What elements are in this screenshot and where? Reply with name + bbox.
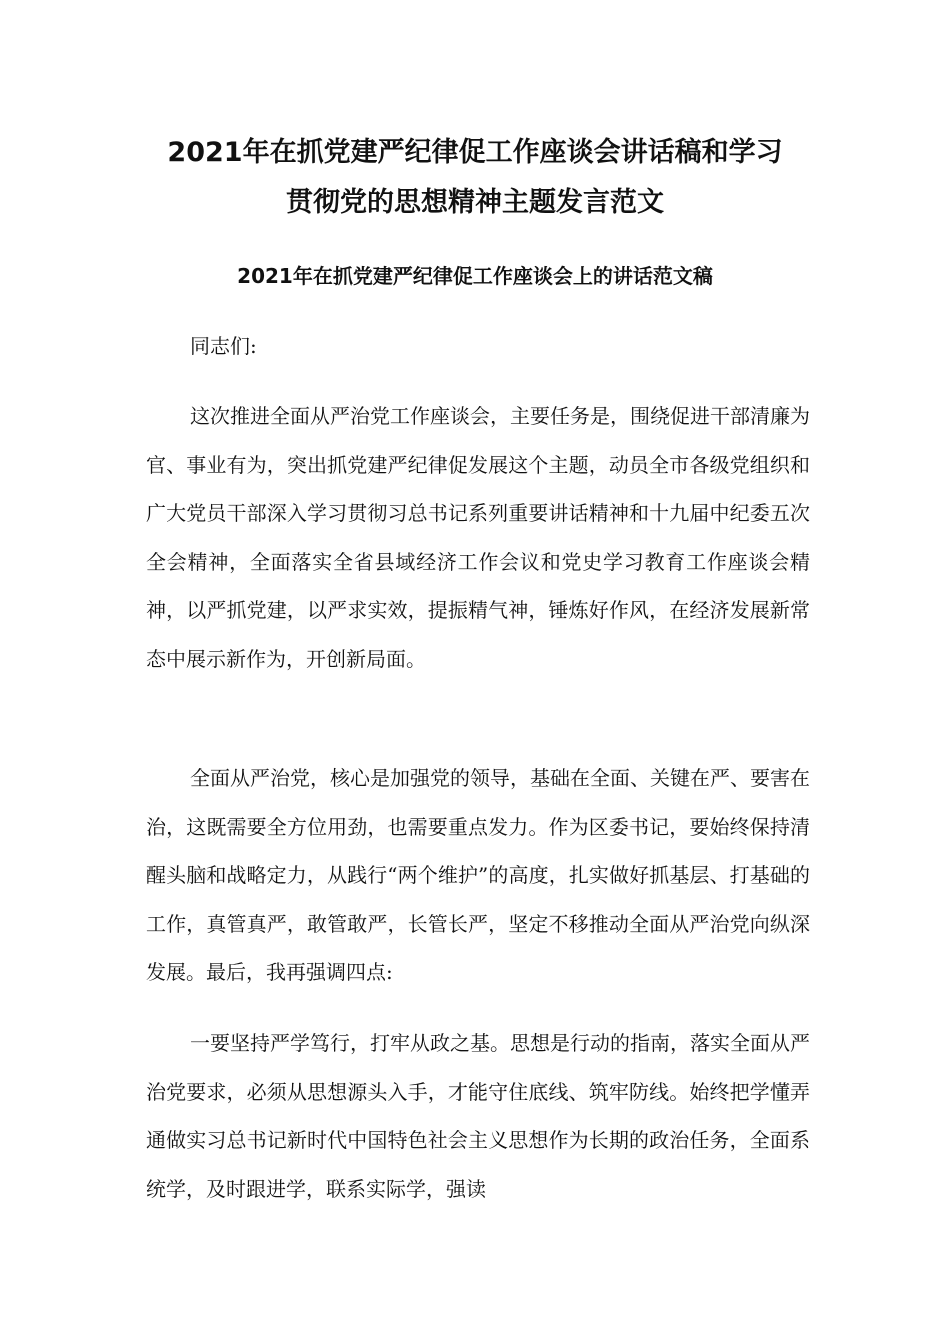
title-line-2: 贯彻党的思想精神主题发言范文 [286,187,664,218]
paragraph-2: 全面从严治党，核心是加强党的领导，基础在全面、关键在严、要害在治，这既需要全方位用劲，也需要重点发力。作为区委书记，要始终保持清醒头脑和战略定力，从践行“两个维护”的高度，扎实做好抓基层、打基础的工作，真管真严，敢管敢严，长管长严，坚定不移推动全面从严治党向纵深发展。最后，我再强调四点: [146,766,810,984]
paragraph-3: 一要坚持严学笃行，打牢从政之基。思想是行动的指南，落实全面从严治党要求，必须从思想源头入手，才能守住底线、筑牢防线。始终把学懂弄通做实习总书记新时代中国特色社会主义思想作为长期的政治任务，全面系统学，及时跟进学，联系实际学，强读 [146,1031,810,1201]
document-subtitle: 2021年在抓党建严纪律促工作座谈会上的讲话范文稿 [237,264,713,288]
paragraph-1: 这次推进全面从严治党工作座谈会，主要任务是，围绕促进干部清廉为官、事业有为，突出抓党建严纪律促发展这个主题，动员全市各级党组织和广大党员干部深入学习贯彻习总书记系列重要讲话精神和十九届中纪委五次全会精神，全面落实全省县域经济工作会议和党史学习教育工作座谈会精神，以严抓党建，以严求实效，提振精气神，锤炼好作风，在经济发展新常态中展示新作为，开创新局面。 [146,404,810,671]
document-title [110,128,840,228]
salutation: 同志们: [190,334,257,358]
title-line-1: 2021年在抓党建严纪律促工作座谈会讲话稿和学习 [167,137,783,168]
